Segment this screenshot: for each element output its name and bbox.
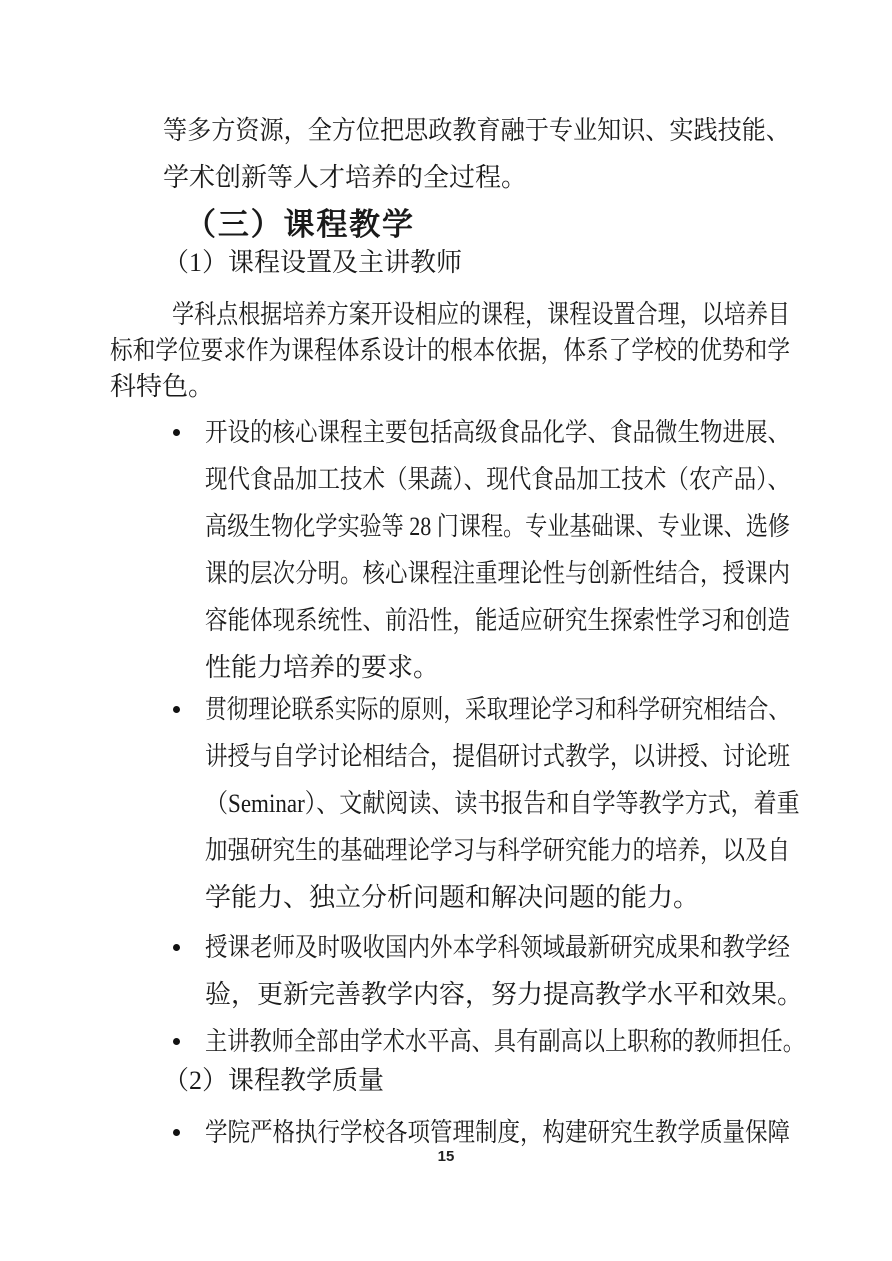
paragraph-line-1: 学科点根据培养方案开设相应的课程，课程设置合理，以培养目 [172, 300, 791, 329]
bullet-3-line-1: 授课老师及时吸收国内外本学科领域最新研究成果和教学经 [205, 933, 791, 962]
bullet-dot-icon [173, 706, 180, 713]
paragraph-line-3: 科特色。 [110, 372, 215, 401]
bullet-2-line-1: 贯彻理论联系实际的原则，采取理论学习和科学研究相结合、 [205, 695, 791, 724]
bullet-2-line-5: 学能力、独立分析问题和解决问题的能力。 [205, 883, 700, 912]
intro-line-1: 等多方资源，全方位把思政教育融于专业知识、实践技能、 [163, 116, 791, 145]
bullet-1-line-3: 高级生物化学实验等 28 门课程。专业基础课、专业课、选修 [205, 512, 791, 541]
bullet-1-line-2: 现代食品加工技术（果蔬）、现代食品加工技术（农产品）、 [205, 465, 791, 494]
bullet-1-line-1: 开设的核心课程主要包括高级食品化学、食品微生物进展、 [205, 418, 791, 447]
bullet-1-line-4: 课的层次分明。核心课程注重理论性与创新性结合，授课内 [205, 559, 791, 588]
bullet-dot-icon [173, 1038, 180, 1045]
paragraph-line-2: 标和学位要求作为课程体系设计的根本依据，体系了学校的优势和学 [110, 336, 791, 365]
bullet-3-line-2: 验，更新完善教学内容，努力提高教学水平和效果。 [205, 980, 804, 1009]
bullet-2-line-3: （Seminar）、文献阅读、读书报告和自学等教学方式，着重 [205, 789, 800, 818]
bullet-2-line-4: 加强研究生的基础理论学习与科学研究能力的培养，以及自 [205, 836, 791, 865]
intro-line-2: 学术创新等人才培养的全过程。 [163, 163, 528, 192]
bullet-4-line-1: 主讲教师全部由学术水平高、具有副高以上职称的教师担任。 [205, 1027, 806, 1056]
bullet-2-line-2: 讲授与自学讨论相结合，提倡研讨式教学，以讲授、讨论班 [205, 742, 791, 771]
bullet-1-line-5: 容能体现系统性、前沿性，能适应研究生探索性学习和创造 [205, 606, 791, 635]
bullet-1-line-6: 性能力培养的要求。 [205, 653, 440, 682]
bullet-5-line-1: 学院严格执行学校各项管理制度，构建研究生教学质量保障 [205, 1118, 791, 1147]
section-heading: （三）课程教学 [185, 207, 413, 242]
bullet-dot-icon [173, 944, 180, 951]
bullet-dot-icon [173, 1129, 180, 1136]
subsection-heading-2: （2）课程教学质量 [163, 1066, 385, 1095]
page-number: 15 [437, 1148, 455, 1165]
subsection-heading-1: （1）课程设置及主讲教师 [163, 248, 463, 277]
bullet-dot-icon [173, 429, 180, 436]
